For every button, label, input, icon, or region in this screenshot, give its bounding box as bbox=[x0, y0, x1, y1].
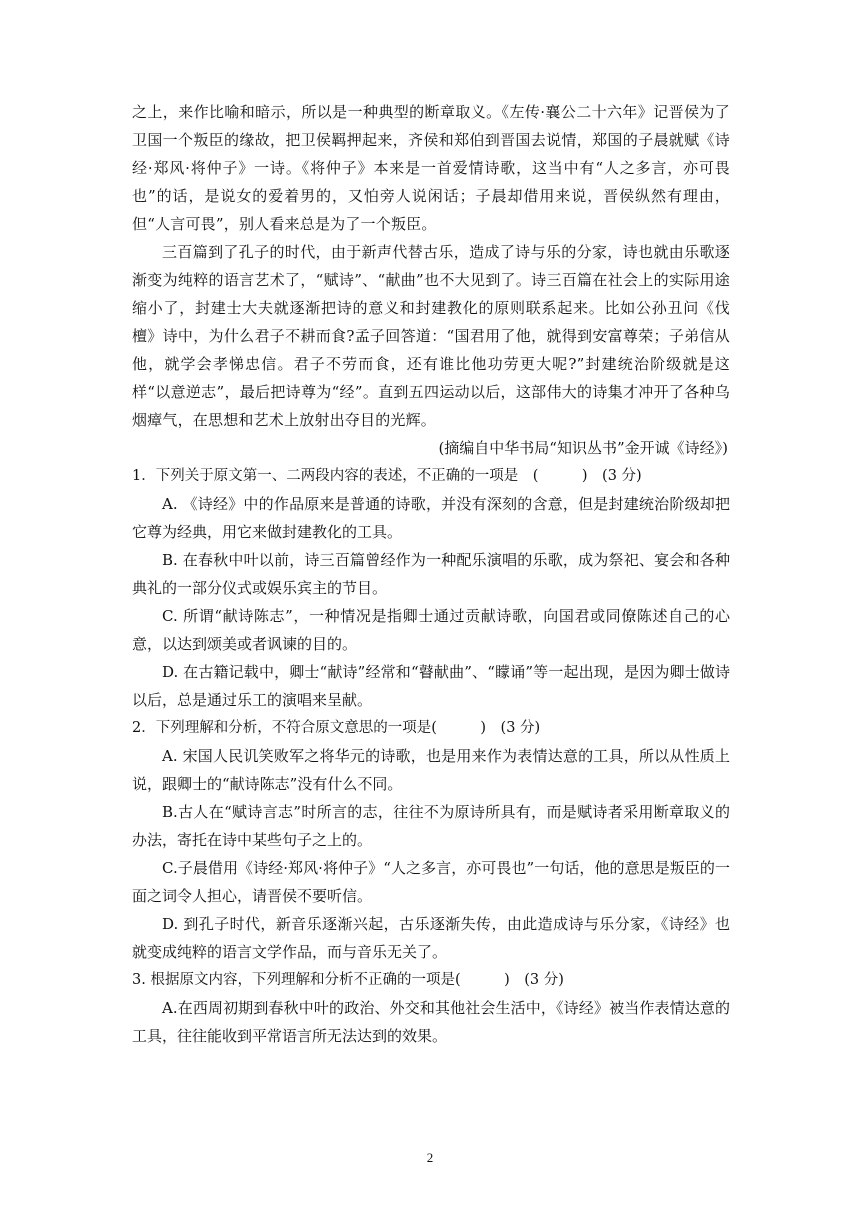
option-d: D. 到孔子时代，新音乐逐渐兴起，古乐逐渐失传，由此造成诗与乐分家，《诗经》也就变成纯粹的语言文学作品，而与音乐无关了。 bbox=[132, 915, 730, 961]
page-number: 2 bbox=[426, 1150, 434, 1165]
question-3 bbox=[132, 966, 730, 1050]
option-b: B.古人在“赋诗言志”时所言的志，往往不为原诗所具有，而是赋诗者采用断章取义的办法，寄托在诗中某些句子之上的。 bbox=[132, 803, 730, 849]
passage-source: (摘编自中华书局“知识丛书”金开诚《诗经》) bbox=[438, 439, 728, 457]
option-a: A. 宋国人民讥笑败军之将华元的诗歌，也是用来作为表情达意的工具，所以从性质上说，跟卿士的“献诗陈志”没有什么不同。 bbox=[132, 747, 730, 793]
question-1 bbox=[132, 462, 730, 714]
option-d: D. 在古籍记载中，卿士“献诗”经常和“瞽献曲”、“矇诵”等一起出现，是因为卿士做诗以后，总是通过乐工的演唱来呈献。 bbox=[132, 663, 730, 709]
option-c: C. 所谓“献诗陈志”，一种情况是指卿士通过贡献诗歌，向国君或同僚陈述自己的心意，以达到颂美或者讽谏的目的。 bbox=[132, 607, 730, 653]
question-stem: 2．下列理解和分析，不符合原文意思的一项是( ) (3 分) bbox=[132, 720, 541, 736]
option-c: C.子晨借用《诗经·郑风·将仲子》“人之多言，亦可畏也”一句话，他的意思是叛臣的一面之词令人担心，请晋侯不要听信。 bbox=[132, 859, 730, 905]
option-a: A. 《诗经》中的作品原来是普通的诗歌，并没有深刻的含意，但是封建统治阶级却把它尊为经典，用它来做封建教化的工具。 bbox=[132, 495, 730, 541]
question-2 bbox=[132, 714, 730, 966]
question-stem: 1．下列关于原文第一、二两段内容的表述，不正确的一项是 ( ) (3 分) bbox=[132, 468, 642, 484]
page-content bbox=[132, 98, 730, 1050]
option-b: B. 在春秋中叶以前，诗三百篇曾经作为一种配乐演唱的乐歌，成为祭祀、宴会和各种典礼的一部分仪式或娱乐宾主的节目。 bbox=[132, 551, 730, 597]
question-stem: 3. 根据原文内容，下列理解和分析不正确的一项是( ) (3 分) bbox=[132, 972, 564, 988]
option-a: A.在西周初期到春秋中叶的政治、外交和其他社会生活中，《诗经》被当作表情达意的工具，往往能收到平常语言所无法达到的效果。 bbox=[132, 999, 730, 1045]
passage-paragraph-2: 三百篇到了孔子的时代，由于新声代替古乐，造成了诗与乐的分家，诗也就由乐歌逐渐变为纯粹的语言艺术了，“赋诗”、“献曲”也不大见到了。诗三百篇在社会上的实际用途缩小了，封建士大夫就逐渐把诗的意义和封建教化的原则联系起来。比如公孙丑问《伐檀》诗中，为什么君子不耕而食?孟子回答道：“国君用了他，就得到安富尊荣；子弟信从他，就学会孝悌忠信。君子不劳而食，还有谁比他功劳更大呢?”封建统治阶级就是这样“以意逆志”，最后把诗尊为“经”。直到五四运动以后，这部伟大的诗集才冲开了各种乌烟瘴气，在思想和艺术上放射出夺目的光辉。 bbox=[132, 243, 730, 429]
passage-paragraph-1: 之上，来作比喻和暗示，所以是一种典型的断章取义。《左传·襄公二十六年》记晋侯为了卫国一个叛臣的缘故，把卫侯羁押起来，齐侯和郑伯到晋国去说情，郑国的子晨就赋《诗经·郑风·将仲子》一诗。《将仲子》本来是一首爱情诗歌，这当中有“人之多言，亦可畏也”的话，是说女的爱着男的，又怕旁人说闲话；子晨却借用来说，晋侯纵然有理由，但“人言可畏”，别人看来总是为了一个叛臣。 bbox=[132, 103, 730, 233]
